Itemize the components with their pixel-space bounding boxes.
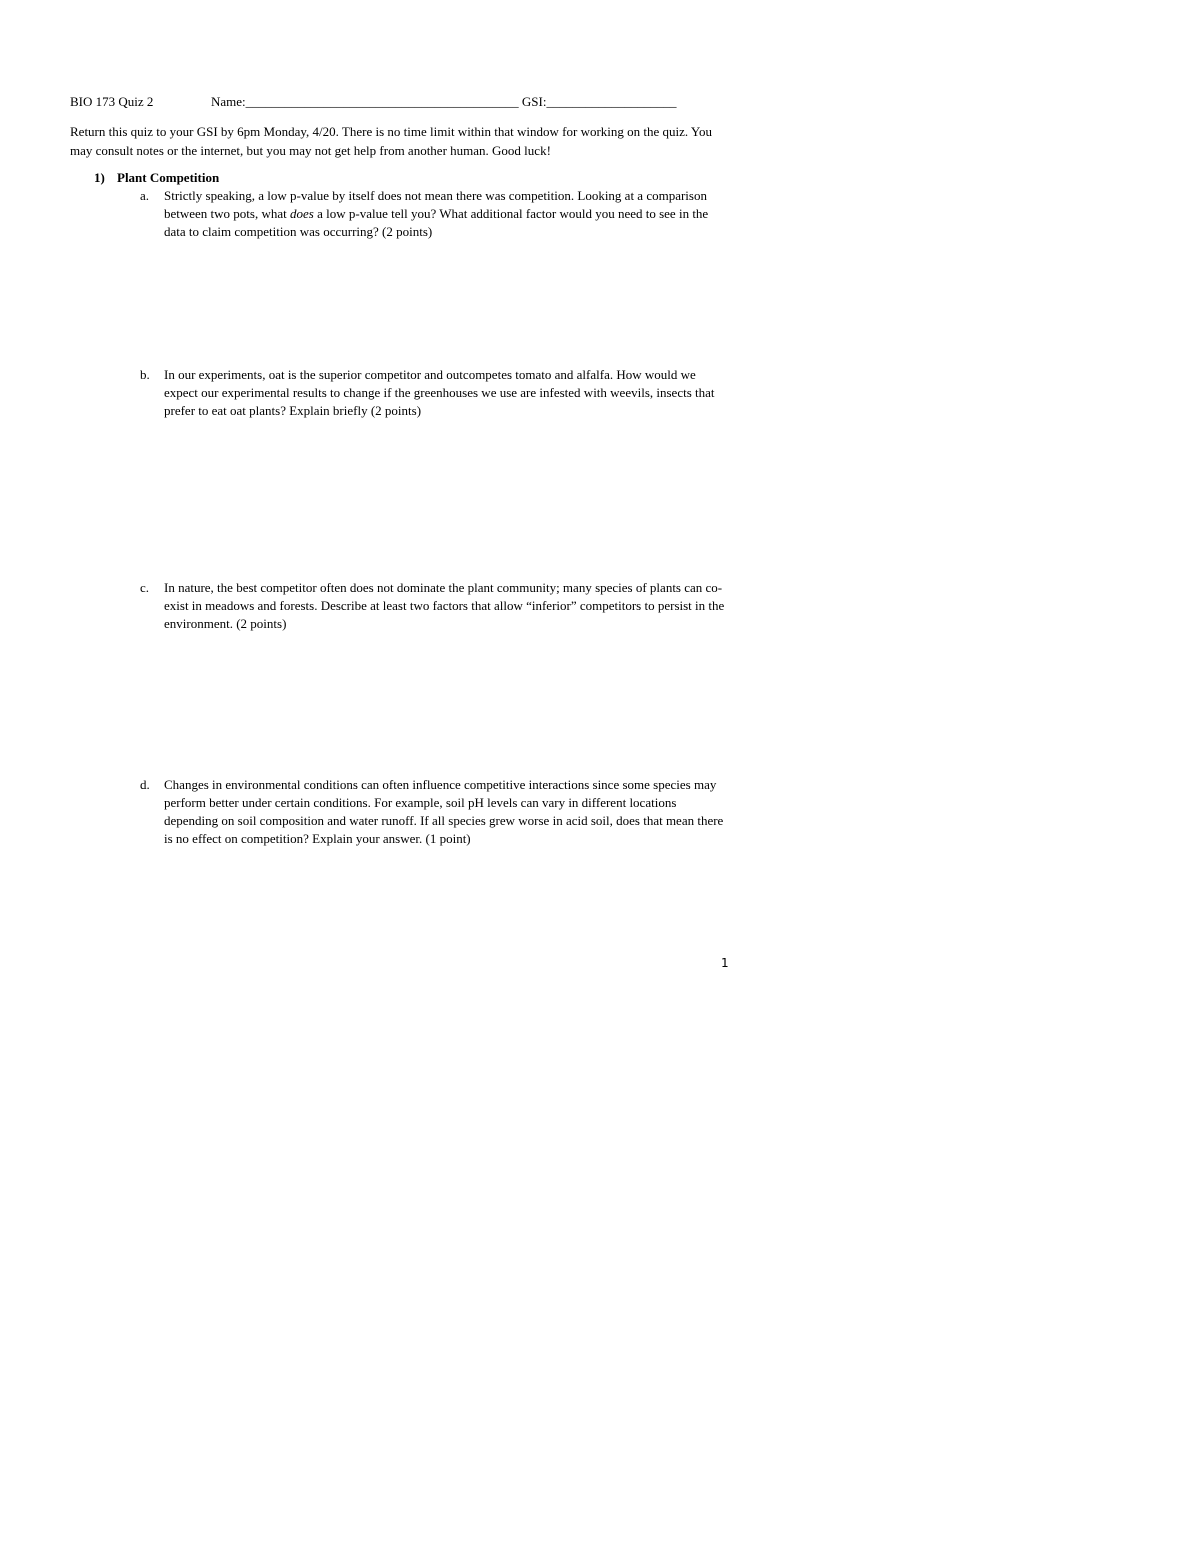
question-text: In our experiments, oat is the superior competitor and outcompetes tomato and alfalfa. How would we expect our experimental results to change if the greenhouses we use are infested with weevils, insects that prefer to eat oat plants? Explain briefly (2 points) — [164, 367, 715, 418]
section-title: Plant Competition — [117, 170, 220, 185]
course-title: BIO 173 Quiz 2 — [70, 94, 154, 109]
question-text: In nature, the best competitor often does not dominate the plant community; many species of plants can co-exist in meadows and forests. Describe at least two factors that allow “inferior” competitors to persist in the environment. (2 points) — [164, 580, 725, 631]
question-emphasis: does — [290, 206, 314, 221]
question-a — [140, 187, 730, 241]
question-letter: a. — [140, 188, 150, 203]
quiz-header — [70, 93, 676, 111]
question-letter: c. — [140, 580, 150, 595]
question-letter: b. — [140, 367, 150, 382]
question-letter: d. — [140, 777, 150, 792]
question-text-part: a low p-value tell you? What additional factor would you need to see in the data to claim competition was occurring? (2 points) — [164, 206, 709, 239]
page-number: 1 — [721, 956, 729, 970]
question-text: Changes in environmental conditions can often influence competitive interactions since some species may perform better under certain conditions. For example, soil pH levels can vary in different locations depending on soil composition and water runoff. If all species grew worse in acid soil, does that mean there is no effect on competition? Explain your answer. (1 point) — [164, 777, 724, 846]
gsi-field: GSI:____________________ — [521, 94, 677, 109]
question-text — [164, 187, 730, 241]
quiz-instructions: Return this quiz to your GSI by 6pm Monday, 4/20. There is no time limit within that window for working on the quiz. You may consult notes or the internet, but you may not get help from another human. Good luck! — [70, 124, 713, 158]
question-c — [140, 579, 730, 633]
question-b — [140, 366, 730, 420]
section-number: 1) — [94, 170, 105, 185]
name-field: Name:__________________________________________ — [211, 94, 519, 109]
question-text-part: Strictly speaking, a low p-value by itself does not mean there was competition. Looking at a comparison between two pots, what — [164, 188, 707, 221]
section-heading — [94, 169, 219, 187]
question-d — [140, 776, 730, 848]
